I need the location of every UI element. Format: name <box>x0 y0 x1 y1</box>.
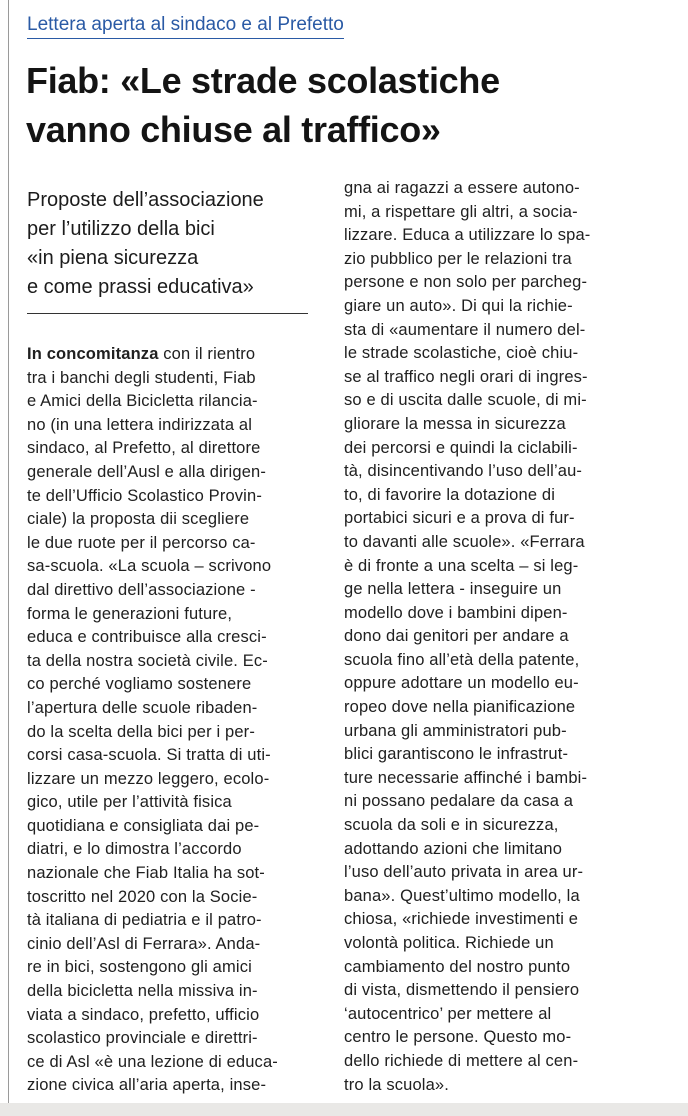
body-line: adottando azioni che limitano <box>344 839 563 858</box>
body-line: le strade scolastiche, cioè chiu- <box>344 344 579 363</box>
body-line: ciale) la proposta dii scegliere <box>27 510 250 529</box>
body-line: della bicicletta nella missiva in- <box>27 982 258 1001</box>
body-line: ge nella lettera - inseguire un <box>344 580 562 599</box>
body-line: centro le persone. Questo mo- <box>344 1028 572 1047</box>
body-line: zione civica all’aria aperta, inse- <box>27 1076 267 1095</box>
body-line: scuola da soli e in sicurezza, <box>344 816 559 835</box>
body-column-left <box>27 343 312 1098</box>
body-line: cinio dell’Asl di Ferrara». Anda- <box>27 934 261 953</box>
body-line: tà italiana di pediatria e il patro- <box>27 911 262 930</box>
body-line: blici garantiscono le infrastrut- <box>344 745 569 764</box>
body-line: ‘autocentrico’ per mettere al <box>344 1004 552 1023</box>
body-line: co perché vogliamo sostenere <box>27 675 252 694</box>
body-line: te dell’Ufficio Scolastico Provin- <box>27 486 262 505</box>
body-line: oppure adottare un modello eu- <box>344 674 579 693</box>
column-divider-rule <box>8 0 9 1103</box>
body-line: è di fronte a una scelta – si leg- <box>344 556 579 575</box>
subheadline <box>27 186 317 302</box>
body-line: to davanti alle scuole». «Ferrara <box>344 532 585 551</box>
subhead-line: Proposte dell’associazione <box>27 189 264 211</box>
subhead-line: «in piena sicurezza <box>27 247 199 269</box>
body-line: ni possano pedalare da casa a <box>344 792 574 811</box>
body-line: modello dove i bambini dipen- <box>344 603 568 622</box>
body-line: portabici sicuri e a prova di fur- <box>344 509 575 528</box>
body-line: ce di Asl «è una lezione di educa- <box>27 1052 278 1071</box>
body-line: scolastico provinciale e direttri- <box>27 1029 258 1048</box>
body-line: dal direttivo dell’associazione - <box>27 580 256 599</box>
body-line: dei percorsi e quindi la ciclabili- <box>344 438 578 457</box>
body-line: giare un auto». Di qui la richie- <box>344 296 573 315</box>
body-line: lizzare. Educa a utilizzare lo spa- <box>344 226 591 245</box>
lead-bold: In concomitanza <box>27 345 159 363</box>
body-line: toscritto nel 2020 con la Socie- <box>27 887 258 906</box>
body-line: chiosa, «richiede investimenti e <box>344 910 579 929</box>
body-line: e Amici della Bicicletta rilancia- <box>27 392 258 411</box>
subhead-line: e come prassi educativa» <box>27 276 254 298</box>
body-line-text: con il rientro <box>158 345 256 363</box>
body-line: nazionale che Fiab Italia ha sot- <box>27 864 265 883</box>
body-line: re in bici, sostengono gli amici <box>27 958 252 977</box>
headline <box>26 56 676 154</box>
body-line: dono dai genitori per andare a <box>344 627 569 646</box>
body-line: l’uso dell’auto privata in area ur- <box>344 863 584 882</box>
body-line: sa-scuola. «La scuola – scrivono <box>27 557 272 576</box>
body-line: do la scelta della bici per i per- <box>27 722 255 741</box>
body-line: ture necessarie affinché i bambi- <box>344 768 588 787</box>
body-line: persone e non solo per parcheg- <box>344 273 588 292</box>
body-line: ta della nostra società civile. Ec- <box>27 651 268 670</box>
body-line: so e di uscita dalle scuole, di mi- <box>344 391 587 410</box>
body-line: to, di favorire la dotazione di <box>344 485 556 504</box>
body-line: bana». Quest’ultimo modello, la <box>344 886 580 905</box>
body-line: mi, a rispettare gli altri, a socia- <box>344 202 578 221</box>
body-line: gna ai ragazzi a essere autono- <box>344 179 580 197</box>
bottom-strip <box>0 1103 688 1116</box>
body-line: diatri, e lo dimostra l’accordo <box>27 840 242 859</box>
body-line: gliorare la messa in sicurezza <box>344 414 566 433</box>
body-line: tra i banchi degli studenti, Fiab <box>27 368 256 387</box>
body-line: tà, disincentivando l’uso dell’au- <box>344 462 583 481</box>
body-line: di vista, dismettendo il pensiero <box>344 981 580 1000</box>
body-line: generale dell’Ausl e alla dirigen- <box>27 462 266 481</box>
body-line: tro la scuola». <box>344 1075 449 1094</box>
body-line: viata a sindaco, prefetto, ufficio <box>27 1005 260 1024</box>
subhead-divider <box>27 313 308 314</box>
body-line: lizzare un mezzo leggero, ecolo- <box>27 769 270 788</box>
body-line: urbana gli amministratori pub- <box>344 721 567 740</box>
body-line: quotidiana e consigliata dai pe- <box>27 816 260 835</box>
subhead-line: per l’utilizzo della bici <box>27 218 215 240</box>
body-line: scuola fino all’età della patente, <box>344 650 580 669</box>
body-line: gico, utile per l’attività fisica <box>27 793 232 812</box>
body-line: forma le generazioni future, <box>27 604 233 623</box>
headline-line: Fiab: «Le strade scolastiche <box>26 60 500 101</box>
body-line: corsi casa-scuola. Si tratta di uti- <box>27 746 271 765</box>
body-line: se al traffico negli orari di ingres- <box>344 367 588 386</box>
body-line: volontà politica. Richiede un <box>344 934 554 952</box>
body-line: cambiamento del nostro punto <box>344 957 571 976</box>
body-line: sindaco, al Prefetto, al direttore <box>27 439 261 458</box>
body-line: educa e contribuisce alla cresci- <box>27 628 267 647</box>
body-column-right <box>344 177 634 1097</box>
body-line: le due ruote per il percorso ca- <box>27 533 256 552</box>
body-line: sta di «aumentare il numero del- <box>344 320 586 339</box>
body-line: l’apertura delle scuole ribaden- <box>27 698 258 717</box>
body-line: no (in una lettera indirizzata al <box>27 415 253 434</box>
headline-line: vanno chiuse al traffico» <box>26 109 441 150</box>
body-line-first <box>27 343 312 367</box>
body-line: ropeo dove nella pianificazione <box>344 698 576 717</box>
body-line: dello richiede di mettere al cen- <box>344 1051 579 1070</box>
body-line: zio pubblico per le relazioni tra <box>344 249 572 268</box>
kicker: Lettera aperta al sindaco e al Prefetto <box>27 12 344 39</box>
